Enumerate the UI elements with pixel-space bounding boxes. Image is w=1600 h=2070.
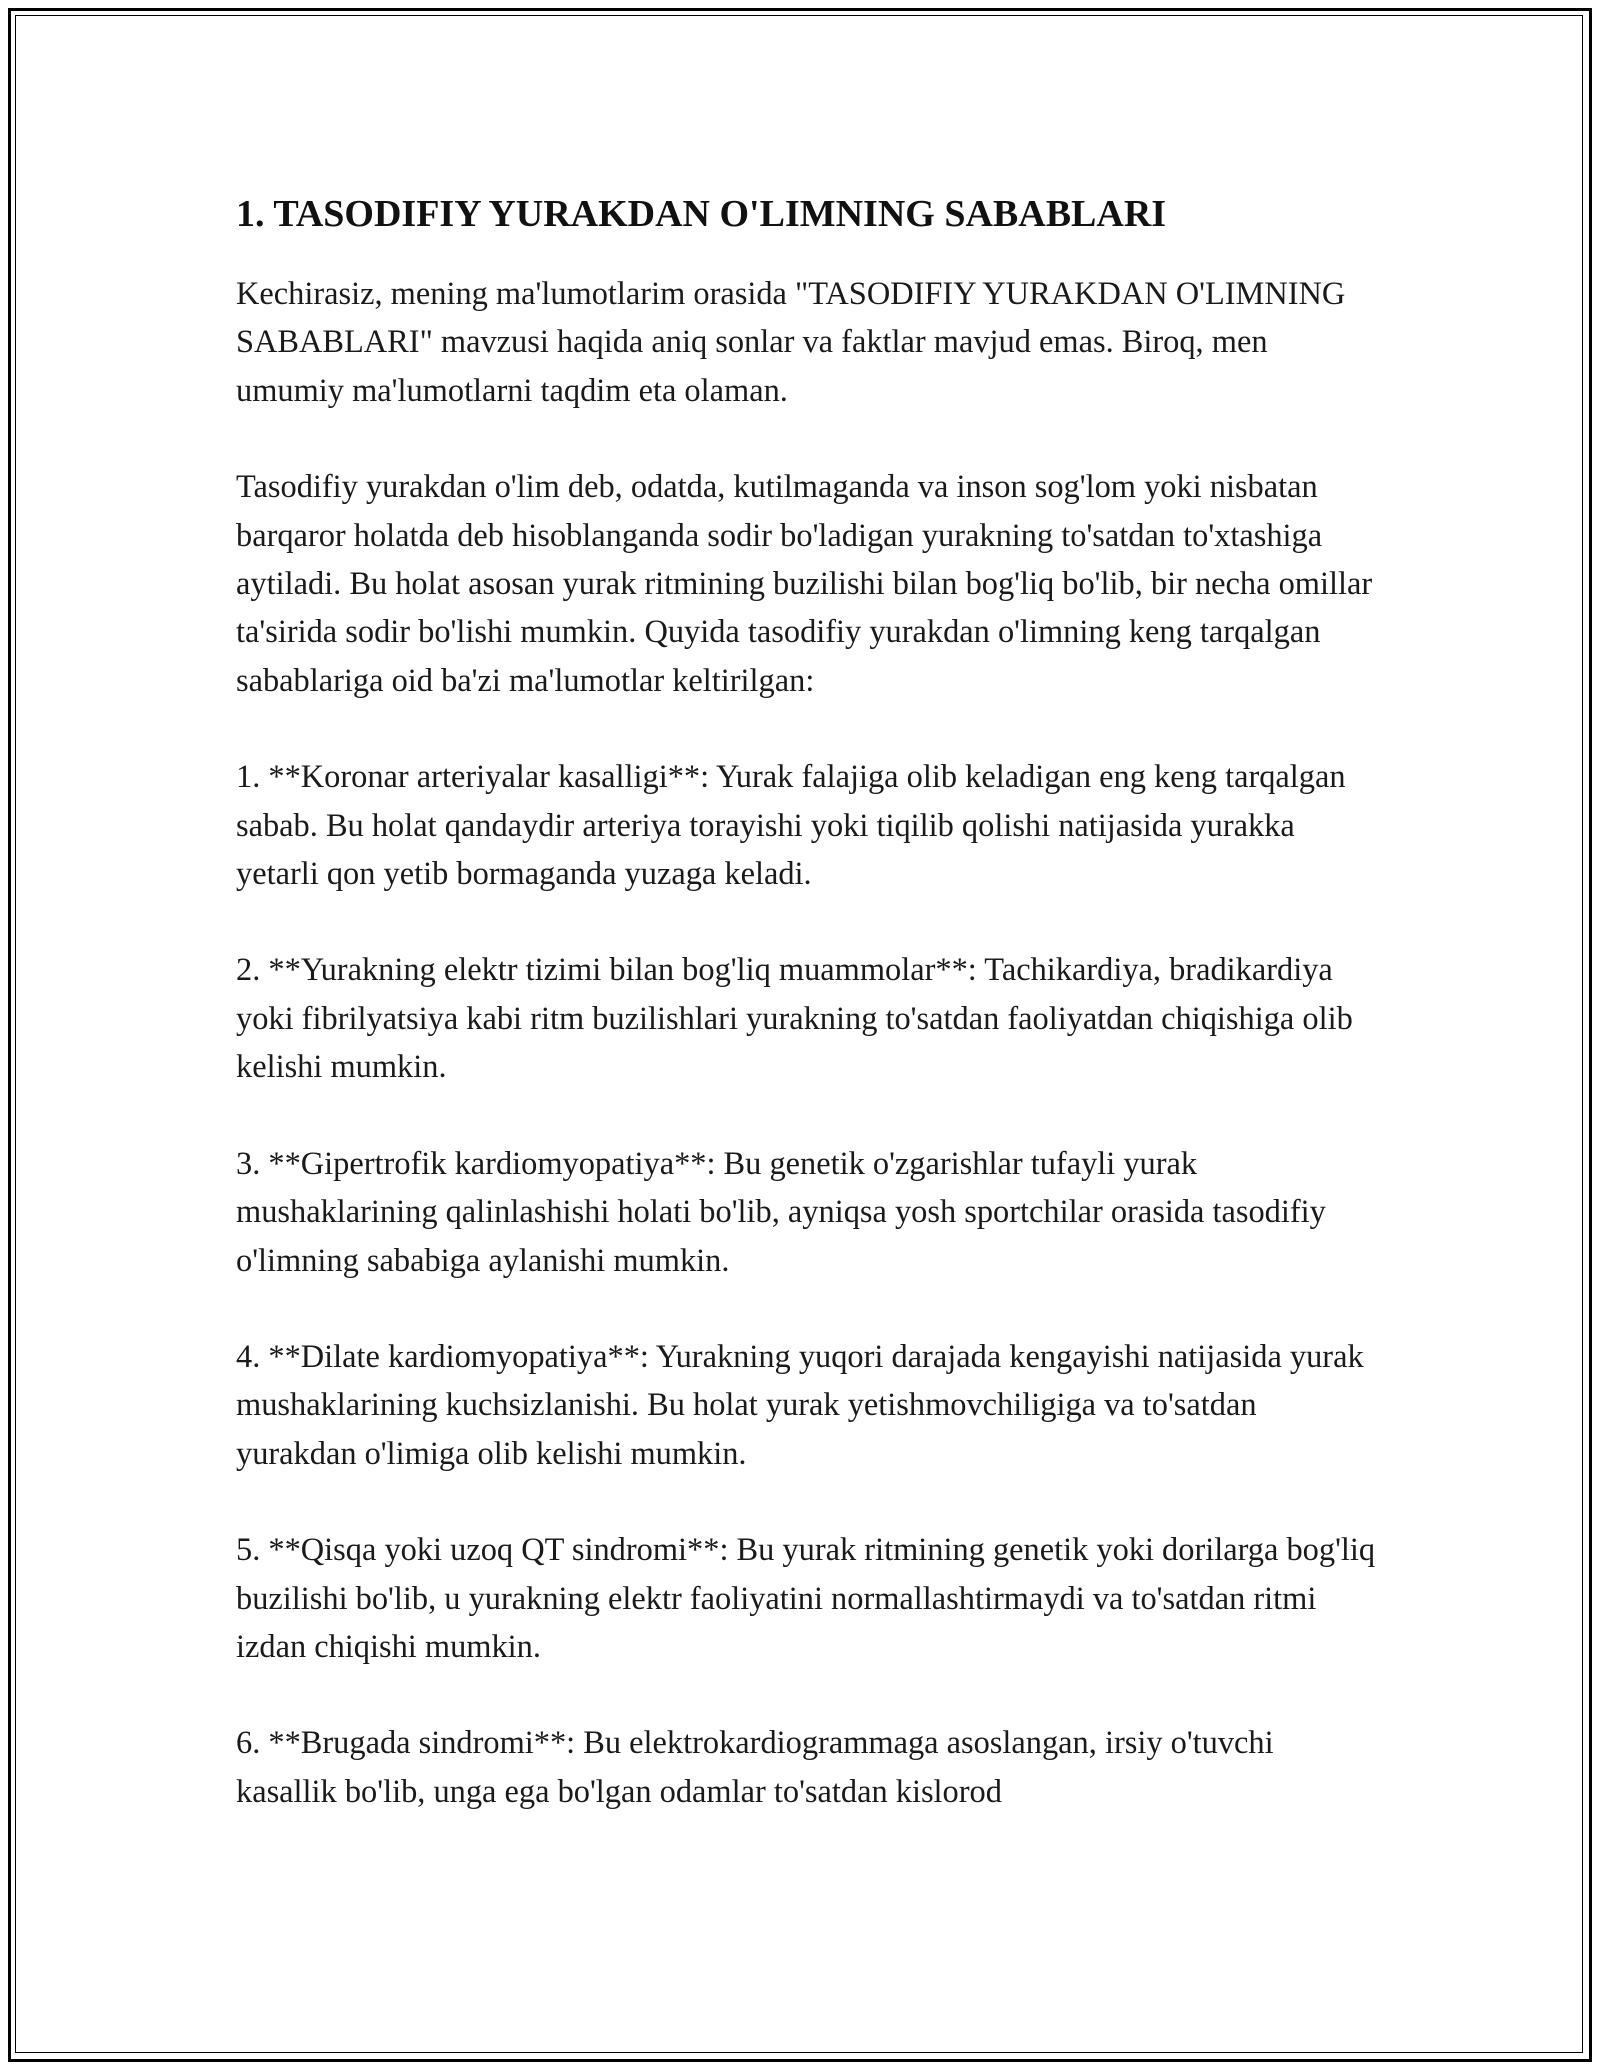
document-body [236,186,1376,1864]
definition-paragraph: Tasodifiy yurakdan o'lim deb, odatda, kutilmaganda va inson sog'lom yoki nisbatan barqaror holatda deb hisoblanganda sodir bo'ladigan yurakning to'satdan to'xtashiga aytiladi. Bu holat asosan yurak ritmining buzilishi bilan bog'liq bo'lib, bir necha omillar ta'sirida sodir bo'lishi mumkin. Quyida tasodifiy yurakdan o'limning keng tarqalgan sabablariga oid ba'zi ma'lumotlar keltirilgan: [236,469,1373,699]
list-item-2: 2. **Yurakning elektr tizimi bilan bog'liq muammolar**: Tachikardiya, bradikardiya yoki fibrilyatsiya kabi ritm buzilishlari yurakning to'satdan faoliyatdan chiqishiga olib kelishi mumkin. [236,952,1353,1086]
list-item-3: 3. **Gipertrofik kardiomyopatiya**: Bu genetik o'zgarishlar tufayli yurak mushaklarining qalinlashishi holati bo'lib, ayniqsa yosh sportchilar orasida tasodifiy o'limning sababiga aylanishi mumkin. [236,1145,1326,1279]
list-item-5: 5. **Qisqa yoki uzoq QT sindromi**: Bu yurak ritmining genetik yoki dorilarga bog'liq buzilishi bo'lib, u yurakning elektr faoliyatini normallashtirmaydi va to'satdan ritmi izdan chiqishi mumkin. [236,1532,1376,1665]
intro-paragraph: Kechirasiz, mening ma'lumotlarim orasida "TASODIFIY YURAKDAN O'LIMNING SABABLARI" mavzusi haqida aniq sonlar va faktlar mavjud emas. Biroq, men umumiy ma'lumotlarni taqdim eta olaman. [236,276,1346,409]
list-item-1: 1. **Koronar arteriyalar kasalligi**: Yurak falajiga olib keladigan eng keng tarqalgan sabab. Bu holat qandaydir arteriya torayishi yoki tiqilib qolishi natijasida yurakka yetarli qon yetib bormaganda yuzaga keladi. [236,759,1346,893]
list-item-6: 6. **Brugada sindromi**: Bu elektrokardiogrammaga asoslangan, irsiy o'tuvchi kasallik bo'lib, unga ega bo'lgan odamlar to'satdan kislorod [236,1725,1274,1810]
document-title: 1. TASODIFIY YURAKDAN O'LIMNING SABABLARI [236,193,1167,235]
list-item-4: 4. **Dilate kardiomyopatiya**: Yurakning yuqori darajada kengayishi natijasida yurak mushaklarining kuchsizlanishi. Bu holat yurak yetishmovchiligiga va to'satdan yurakdan o'limiga olib kelishi mumkin. [236,1338,1364,1472]
